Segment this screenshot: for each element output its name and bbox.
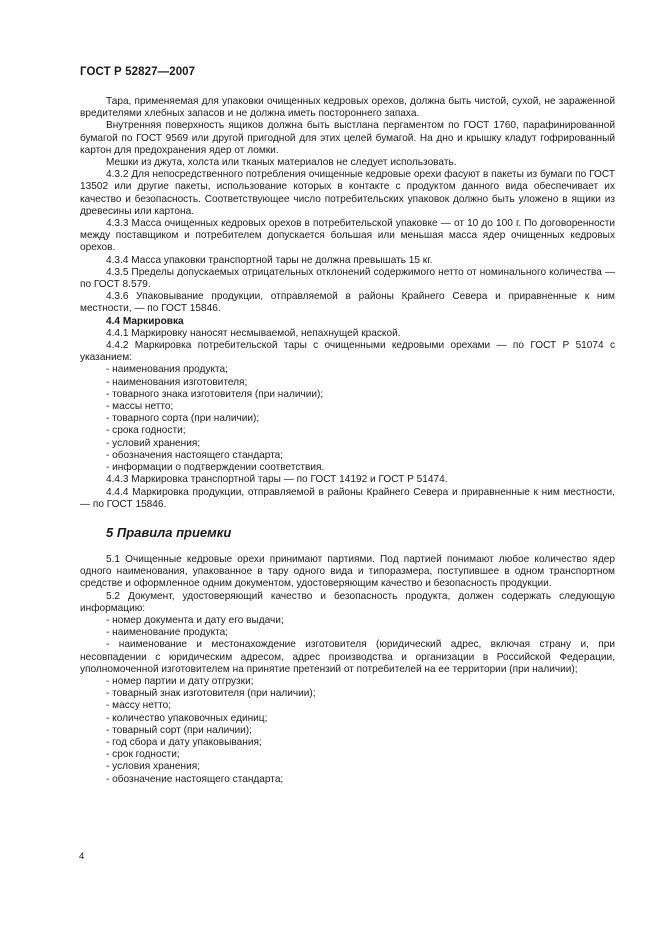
list-item: - количество упаковочных единиц; bbox=[106, 712, 268, 724]
paragraph: 4.3.5 Пределы допускаемых отрицательных отклонений содержимого нетто от номинального количества — по ГОСТ 8.579. bbox=[80, 266, 615, 291]
list-item: - срок годности; bbox=[106, 749, 180, 761]
list-item: - наименование продукта; bbox=[106, 627, 229, 639]
list-item: - номер документа и дату его выдачи; bbox=[106, 614, 284, 626]
list-item: - товарного сорта (при наличии); bbox=[106, 413, 260, 425]
list-item: - обозначения настоящего стандарта; bbox=[106, 449, 284, 461]
subsection-heading: 4.4 Маркировка bbox=[106, 315, 184, 327]
page-number: 4 bbox=[79, 851, 85, 862]
paragraph: 5.2 Документ, удостоверяющий качество и безопасность продукта, должен содержать следующую информацию: bbox=[80, 590, 615, 614]
list-item: - условий хранения; bbox=[106, 437, 201, 449]
list-item: - номер партии и дату отгрузки; bbox=[106, 675, 254, 687]
list-item: - товарный сорт (при наличии); bbox=[106, 724, 252, 736]
list-item: - наименования продукта; bbox=[106, 364, 228, 376]
document-body bbox=[80, 96, 615, 786]
list-item: - наименования изготовителя; bbox=[106, 376, 248, 388]
paragraph: 4.4.3 Маркировка транспортной тары — по ГОСТ 14192 и ГОСТ Р 51474. bbox=[106, 474, 448, 486]
paragraph: - наименование и местонахождение изготовителя (юридический адрес, включая страну и, при несовпадении с юридическим адресом, адрес производства и организации в Российской Федерации, уполномоченной изготовителем на принятие претензий от потребителей на ее территории (при наличии); bbox=[80, 639, 615, 675]
paragraph: 4.3.4 Масса упаковки транспортной тары не должна превышать 15 кг. bbox=[106, 254, 433, 266]
section-heading: 5 Правила приемки bbox=[106, 524, 232, 540]
list-item: - условия хранения; bbox=[106, 761, 200, 773]
document-header: ГОСТ Р 52827—2007 bbox=[80, 66, 196, 78]
paragraph: 4.4.4 Маркировка продукции, отправляемой в районы Крайнего Севера и приравненные к ним местности, — по ГОСТ 15846. bbox=[80, 486, 615, 510]
paragraph: 4.4.1 Маркировку наносят несмываемой, непахнущей краской. bbox=[106, 327, 401, 339]
paragraph: 5.1 Очищенные кедровые орехи принимают партиями. Под партией понимают любое количество ядер одного наименования, упакованное в тару одного вида и типоразмера, поступившее в одном транспортном средстве и оформленное одним документом, удостоверяющим качество и безопасность продукции. bbox=[80, 553, 615, 590]
paragraph: 4.4.2 Маркировка потребительской тары с очищенными кедровыми орехами — по ГОСТ Р 51074 с указанием: bbox=[80, 340, 615, 364]
paragraph: 4.3.6 Упаковывание продукции, отправляемой в районы Крайнего Севера и приравненные к ним местности, — по ГОСТ 15846. bbox=[80, 291, 615, 315]
list-item: - год сбора и дату упаковывания; bbox=[106, 736, 262, 748]
paragraph: 4.3.2 Для непосредственного потребления очищенные кедровые орехи фасуют в пакеты из бумаги по ГОСТ 13502 или другие пакеты, использование которых в контакте с продуктом данного вида обеспечивает их качество и безопасность. Соответствующее число потребительских упаковок должно быть уложено в ящики из древесины или картона. bbox=[80, 169, 615, 217]
list-item: - товарного знака изготовителя (при наличии); bbox=[106, 388, 324, 400]
list-item: - массы нетто; bbox=[106, 401, 174, 413]
paragraph: Внутренняя поверхность ящиков должна быть выстлана пергаментом по ГОСТ 1760, парафинированной бумагой по ГОСТ 9569 или другой пригодной для этих целей бумагой. На дно и крышку кладут гофрированный картон для предохранения ядер от ломки. bbox=[80, 120, 615, 156]
list-item: - обозначение настоящего стандарта; bbox=[106, 773, 284, 785]
list-item: - массу нетто; bbox=[106, 700, 172, 712]
list-item: - товарный знак изготовителя (при наличии); bbox=[106, 688, 316, 700]
list-item: - срока годности; bbox=[106, 425, 186, 437]
paragraph: Тара, применяемая для упаковки очищенных кедровых орехов, должна быть чистой, сухой, не зараженной вредителями хлебных запасов и не должна иметь постороннего запаха. bbox=[80, 96, 615, 120]
list-item: - информации о подтверждении соответствия. bbox=[106, 462, 325, 474]
paragraph: Мешки из джута, холста или тканых материалов не следует использовать. bbox=[106, 157, 457, 169]
paragraph: 4.3.3 Масса очищенных кедровых орехов в потребительской упаковке — от 10 до 100 г. По договоренности между поставщиком и потребителем допускается большая или меньшая масса ядер очищенных кедровых орехов. bbox=[80, 218, 615, 254]
